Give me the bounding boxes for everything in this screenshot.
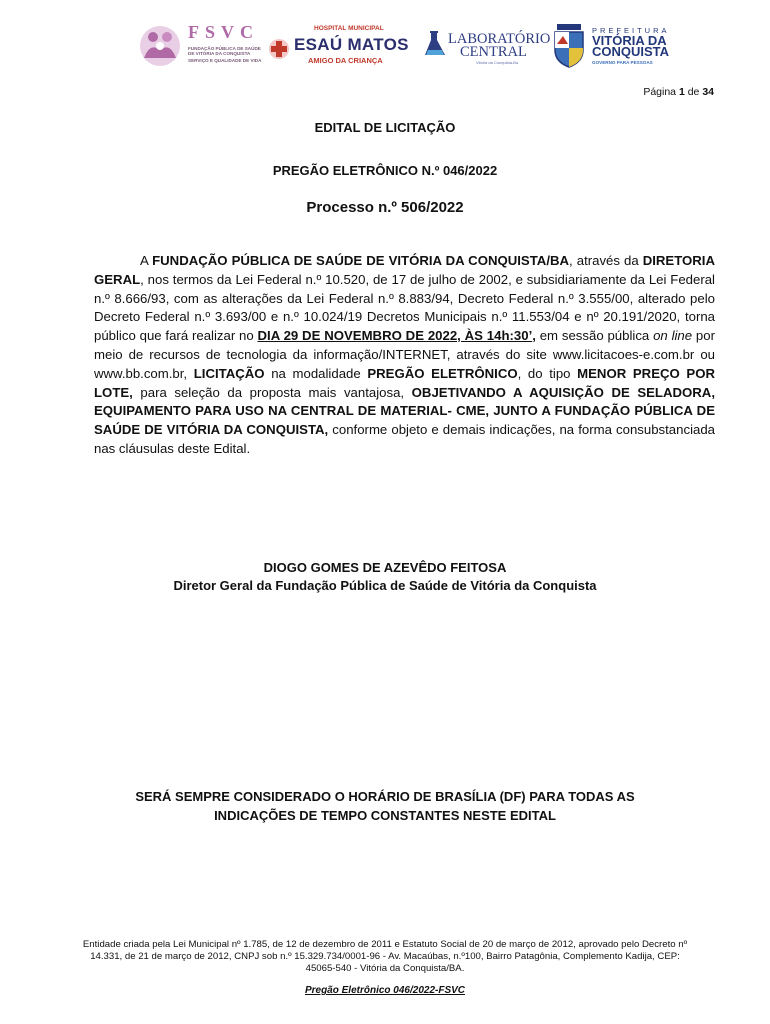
body-bold-segment: MENOR PREÇO POR LOTE, (94, 365, 715, 400)
body-text-segment: por meio de recursos de tecnologia da informação/INTERNET, através do site www.licitacoes-e.com.br ou www.bb.com.br, (94, 328, 715, 381)
body-text-segment: para seleção da proposta mais vantajosa, (132, 384, 412, 400)
fsvc-name: FSVC (188, 22, 260, 42)
signatory-role: Diretor Geral da Fundação Pública de Saúde de Vitória da Conquista (173, 578, 597, 593)
body-bold-segment: DIRETORIA GERAL (94, 253, 715, 287)
prefeitura-line1: VITÓRIA DA (592, 33, 667, 48)
flask-icon (422, 30, 448, 58)
lab-line2: CENTRAL (460, 44, 527, 60)
processo-title: Processo n.º 506/2022 (306, 199, 464, 216)
prefeitura-top-line: PREFEITURA (592, 26, 670, 35)
lab-line1: LABORATÓRIO (448, 31, 551, 47)
body-bold-segment: PREGÃO ELETRÔNICO (367, 365, 518, 381)
body-bold-segment: FUNDAÇÃO PÚBLICA DE SAÚDE DE VITÓRIA DA CONQUISTA/BA (152, 253, 570, 268)
hospital-esau-matos-logo (268, 22, 410, 70)
footer-legal-text: Entidade criada pela Lei Municipal nº 1.785, de 12 de dezembro de 2011 e Estatuto Social de 20 de março de 2012, aprovado pelo Decreto nº 14.331, de 21 de março de 2012, CNPJ sob n.º 15.329.734/0001-96 - Av. Macaúbas, n.º100, Bairro Patagônia, Complemento Kadija, CEP: 45065-540 - Vitória da Conquista/BA. (82, 939, 688, 975)
lab-line3: Vitória da Conquista-Ba (476, 60, 519, 65)
fsvc-line2: DE VITÓRIA DA CONQUISTA (188, 51, 251, 56)
body-bold-segment: LICITAÇÃO (193, 365, 265, 381)
body-text-segment: conforme objeto e demais indicações, na forma consubstanciada nas cláusulas deste Edital. (94, 422, 715, 456)
edital-body-paragraph (94, 252, 715, 459)
laboratorio-central-logo (422, 22, 551, 70)
body-text-segment: , nos termos da Lei Federal n.º 10.520, de 17 de julho de 2002, e subsidiariamente da Lei Federal n.º 8.666/93, com as alterações da Lei Federal n.º 8.883/94, Decreto Federal n.º 3.555/00, alterado pelo Decreto Federal n.º 3.693/00 e n.º 10.024/19 Decretos Municipais n.º 11.553/04 e nº 20.191/2020, torna público que fará realizar no (94, 271, 715, 344)
logo-header (0, 22, 770, 70)
body-text-segment: na modalidade (264, 365, 368, 381)
body-text-segment: em sessão pública (535, 328, 654, 344)
city-crest-icon (552, 24, 586, 68)
esau-top-line: HOSPITAL MUNICIPAL (314, 25, 384, 32)
body-text-segment: , do tipo (517, 365, 578, 381)
prefeitura-bottom-line: GOVERNO PARA PESSOAS (592, 60, 653, 65)
footer-reference: Pregão Eletrônico 046/2022-FSVC (304, 985, 466, 996)
pregao-title: PREGÃO ELETRÔNICO N.º 046/2022 (272, 163, 498, 178)
body-italic-segment: on line (653, 328, 693, 344)
body-text-segment: A (140, 253, 153, 268)
edital-title: EDITAL DE LICITAÇÃO (314, 120, 456, 135)
page-total: 34 (702, 86, 714, 98)
page-label: Página (643, 86, 677, 98)
brasilia-time-notice: SERÁ SEMPRE CONSIDERADO O HORÁRIO DE BRASÍLIA (DF) PARA TODAS AS INDICAÇÕES DE TEMPO CONSTANTES NESTE EDITAL (135, 789, 635, 823)
esau-main-line: ESAÚ MATOS (294, 35, 409, 54)
prefeitura-line2: CONQUISTA (592, 44, 670, 59)
page-of: de (687, 86, 700, 98)
esau-bottom-line: AMIGO DA CRIANÇA (308, 56, 383, 65)
fsvc-emblem-icon (138, 24, 182, 68)
signatory-name: DIOGO GOMES DE AZEVÊDO FEITOSA (263, 560, 507, 575)
object-description: OBJETIVANDO A AQUISIÇÃO DE SELADORA, EQUIPAMENTO PARA USO NA CENTRAL DE MATERIAL- CME, JUNTO A FUNDAÇÃO PÚBLICA DE SAÚDE DE VITÓRIA DA CONQUISTA, (94, 384, 715, 438)
fsvc-line1: FUNDAÇÃO PÚBLICA DE SAÚDE (188, 46, 261, 51)
hospital-cross-icon (268, 38, 290, 60)
body-text-segment: , através da (569, 253, 643, 268)
body-bold-segment: , (532, 328, 536, 344)
fsvc-logo (138, 22, 264, 70)
page-current: 1 (678, 86, 685, 98)
page-number (643, 86, 714, 98)
session-date: DIA 29 DE NOVEMBRO DE 2022, ÀS 14h:30’ (257, 328, 533, 344)
fsvc-line3: SERVIÇO E QUALIDADE DE VIDA (188, 58, 262, 63)
prefeitura-logo (552, 22, 694, 70)
